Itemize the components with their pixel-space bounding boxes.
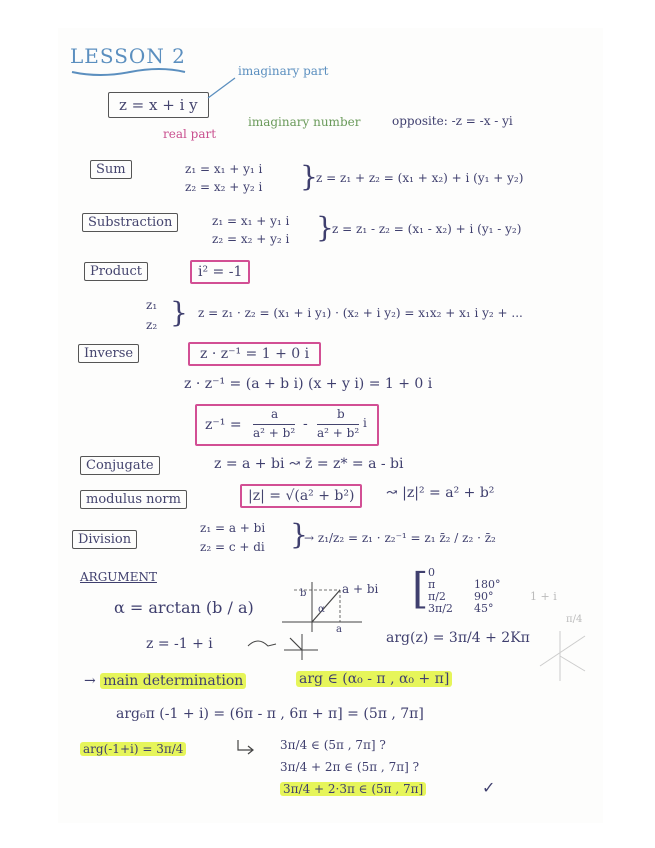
division-z2: z₂ = c + di [200,540,265,554]
inverse-i: i [363,416,367,430]
inverse-num-b: b [337,407,345,421]
sub-brace: } [316,211,334,244]
angles-brace: [ [412,564,429,613]
check-line-3: 3π/4 + 2·3π ∈ (5π , 7π] [280,782,426,796]
angle-rad-2: π/2 [428,590,446,603]
arg-example: arg(z) = 3π/4 + 2Kπ [386,630,530,646]
sum-result: z = z₁ + z₂ = (x₁ + x₂) + i (y₁ + y₂) [316,171,524,185]
check-line-2: 3π/4 + 2π ∈ (5π , 7π] ? [280,760,420,774]
angle-deg-0: 180° [474,578,501,591]
sub-z2: z₂ = x₂ + y₂ i [212,232,290,246]
sub-z1: z₁ = x₁ + y₁ i [212,214,290,228]
inverse-label: Inverse [78,344,139,363]
division-result: → z₁/z₂ = z₁ · z₂⁻¹ = z₁ z̄₂ / z₂ · z̄₂ [304,531,496,545]
inverse-frac-bar-1 [253,424,295,425]
sketch-a-label: a [336,624,342,635]
inverse-expand: z · z⁻¹ = (a + b i) (x + y i) = 1 + 0 i [184,376,433,392]
sum-label: Sum [90,160,132,179]
real-part-note: real part [163,127,217,141]
sum-z1: z₁ = x₁ + y₁ i [185,162,263,176]
angle-rad-0: 0 [428,566,435,579]
angle-rad-3: 3π/2 [428,602,453,615]
inverse-identity-box: z · z⁻¹ = 1 + 0 i [188,342,321,366]
product-brace: } [170,296,188,329]
lesson-title: LESSON 2 [70,44,186,68]
inverse-lhs: z⁻¹ = [205,417,242,433]
modulus-box: |z| = √(a² + b²) [240,484,362,508]
product-z1: z₁ [146,298,158,312]
side-angle: π/4 [566,614,583,625]
title-underline [70,66,190,80]
imaginary-number-note: imaginary number [248,115,361,129]
main-det-highlight: arg(-1+i) = 3π/4 [80,742,186,756]
conjugate-formula: z = a + bi ↝ z̄ = z* = a - bi [214,456,404,472]
inverse-num-a: a [271,407,279,421]
sum-brace: } [300,160,318,193]
main-det-line1: arg₆π (-1 + i) = (6π - π , 6π + π] = (5π , 7π] [116,706,424,722]
imag-part-arrow [190,70,260,110]
division-z1: z₁ = a + bi [200,521,266,535]
inverse-minus: - [303,416,308,432]
inverse-den-2: a² + b² [317,426,360,440]
subtraction-label: Substraction [82,213,178,232]
complex-form-box: z = x + i y [108,92,209,118]
sketch-alpha-label: α [318,604,325,615]
argument-example: z = -1 + i [146,636,213,652]
sketch-point-label: a + bi [342,582,379,596]
angle-deg-2: 45° [474,602,494,615]
side-sketch [540,626,590,686]
sum-z2: z₂ = x₂ + y₂ i [185,180,263,194]
argument-label: ARGUMENT [80,570,157,584]
sketch-b-label: b [300,588,307,599]
modulus-squared: ↝ |z|² = a² + b² [386,485,495,501]
conjugate-label: Conjugate [80,456,160,475]
arrow-glyph: → [84,673,101,689]
opposite-note: opposite: -z = -x - yi [392,114,513,128]
check-mark: ✓ [482,778,496,797]
angle-rad-1: π [428,578,436,591]
example-sketch [246,632,326,662]
modulus-label: modulus norm [80,490,187,509]
imaginary-part-note: imaginary part [238,64,329,78]
check-line-1: 3π/4 ∈ (5π , 7π] ? [280,738,386,752]
product-z2: z₂ [146,318,158,332]
inverse-frac-bar-2 [317,424,359,425]
side-note: 1 + i [530,590,557,603]
product-label: Product [84,262,148,281]
main-det-label-wrap [84,673,246,689]
i-squared-box: i² = -1 [190,260,250,284]
argument-alpha: α = arctan (b / a) [114,598,254,617]
product-result: z = z₁ · z₂ = (x₁ + i y₁) · (x₂ + i y₂) = x₁x₂ + x₁ i y₂ + ... [198,306,523,320]
sub-result: z = z₁ - z₂ = (x₁ - x₂) + i (y₁ - y₂) [332,222,522,236]
hook-arrow [234,738,258,758]
main-det-formula: arg ∈ (α₀ - π , α₀ + π] [296,671,452,687]
division-label: Division [72,530,137,549]
angle-deg-1: 90° [474,590,494,603]
inverse-formula-box [195,404,379,446]
division-brace: } [290,518,308,551]
main-det-label: main determination [100,673,246,689]
inverse-den-1: a² + b² [253,426,296,440]
